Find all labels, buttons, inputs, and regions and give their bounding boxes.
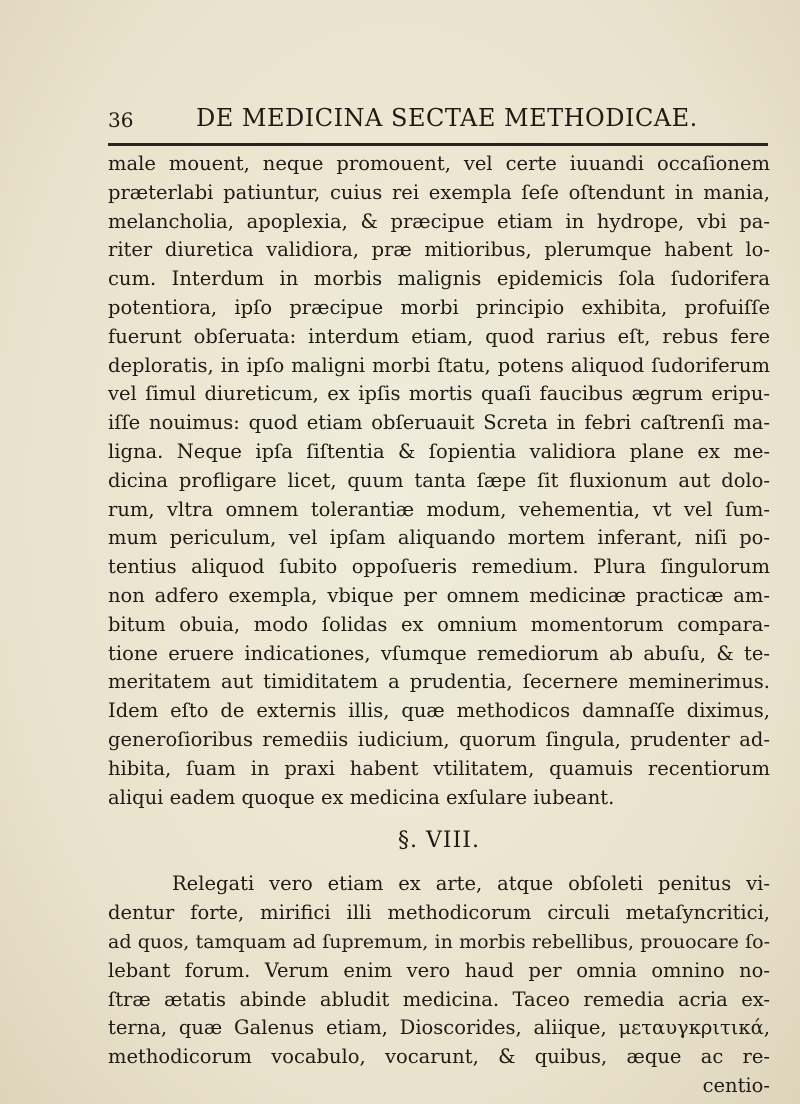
- page-number: 36: [108, 108, 134, 132]
- text-line: non adfero exempla, vbique per omnem medicinæ practicæ am-: [108, 583, 770, 607]
- text-line: tione eruere indicationes, vſumque remediorum ab abuſu, & te-: [108, 641, 770, 665]
- section-heading: §. VIII.: [398, 828, 480, 854]
- text-line: terna, quæ Galenus etiam, Dioscorides, aliique, μεταυγκριτικά,: [108, 1016, 770, 1040]
- paragraph-1: [108, 150, 770, 812]
- text-line: riter diuretica validiora, præ mitioribus, plerumque habent lo-: [108, 238, 770, 262]
- text-line: bitum obuia, modo ſolidas ex omnium momentorum compara-: [108, 612, 770, 636]
- text-line: hibita, ſuam in praxi habent vtilitatem, quamuis recentiorum: [108, 756, 770, 780]
- text-line: dentur forte, mirifici illi methodicorum circuli metaſyncritici,: [108, 901, 770, 925]
- text-line: vel ſimul diureticum, ex ipſis mortis quaſi faucibus ægrum eripu-: [108, 382, 770, 406]
- paragraph-2: [108, 870, 770, 1100]
- text-line: præterlabi patiuntur, cuius rei exempla ſeſe oſtendunt in mania,: [108, 180, 770, 204]
- text-line: iſſe nouimus: quod etiam obſeruauit Screta in febri caſtrenſi ma-: [108, 411, 770, 435]
- text-line: ad quos, tamquam ad ſupremum, in morbis rebellibus, prouocare ſo-: [108, 930, 770, 953]
- text-line: aliqui eadem quoque ex medicina exſulare iubeant.: [108, 785, 615, 809]
- text-line: melancholia, apoplexia, & præcipue etiam in hydrope, vbi pa-: [108, 209, 770, 233]
- text-line: methodicorum vocabulo, vocarunt, & quibus, æque ac re-: [108, 1045, 770, 1069]
- text-line: ligna. Neque ipſa ſiſtentia & ſopientia validiora plane ex me-: [108, 439, 770, 463]
- text-line: generoſioribus remediis iudicium, quorum ſingula, prudenter ad-: [108, 727, 770, 751]
- text-line: Relegati vero etiam ex arte, atque obſoleti penitus vi-: [172, 872, 770, 896]
- text-line: male mouent, neque promouent, vel certe iuuandi occaſionem: [108, 152, 770, 175]
- text-line: cum. Interdum in morbis malignis epidemicis ſola ſudorifera: [108, 267, 770, 291]
- text-line: potentiora, ipſo præcipue morbi principio exhibita, profuiſſe: [108, 295, 770, 319]
- text-line: Idem eſto de externis illis, quæ methodicos damnaſſe diximus,: [108, 699, 770, 723]
- header-rule: [108, 143, 768, 146]
- catchword: centio-: [702, 1073, 770, 1097]
- text-line: dicina profligare licet, quum tanta ſæpe ſit fluxionum aut dolo-: [108, 468, 770, 492]
- text-line: rum, vltra omnem tolerantiæ modum, vehementia, vt vel ſum-: [108, 497, 770, 521]
- text-line: meritatem aut timiditatem a prudentia, ſecernere meminerimus.: [108, 670, 770, 694]
- text-line: ſtræ ætatis abinde abludit medicina. Taceo remedia acria ex-: [108, 987, 770, 1011]
- text-line: deploratis, in ipſo maligni morbi ſtatu, potens aliquod ſudoriferum: [108, 353, 770, 377]
- body-text: [108, 150, 770, 1101]
- text-line: lebant forum. Verum enim vero haud per omnia omnino no-: [108, 958, 770, 982]
- text-line: tentius aliquod ſubito oppoſueris remedium. Plura ſingulorum: [108, 555, 770, 579]
- text-line: fuerunt obſeruata: interdum etiam, quod rarius eſt, rebus fere: [108, 324, 770, 348]
- running-head: [108, 104, 768, 136]
- text-line: mum periculum, vel ipſam aliquando mortem inferant, niſi po-: [108, 526, 770, 550]
- running-title: DE MEDICINA SECTAE METHODICAE.: [196, 104, 698, 132]
